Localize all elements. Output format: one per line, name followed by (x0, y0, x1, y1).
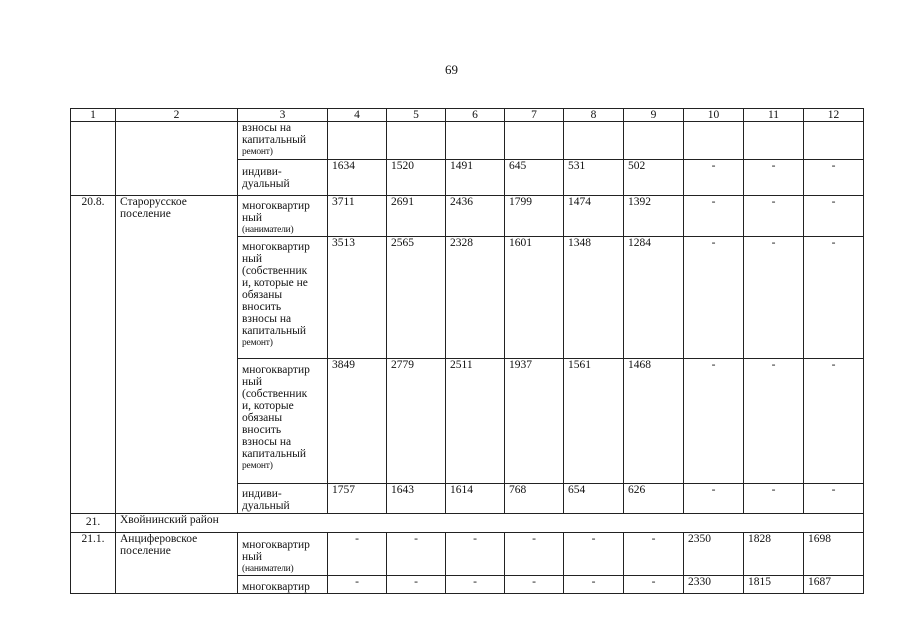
value-cell (328, 122, 387, 160)
column-number: 3 (238, 109, 328, 122)
value-cell: 1491 (446, 160, 505, 196)
housing-type-cell (238, 533, 328, 576)
value-cell: 626 (624, 484, 684, 514)
table-row (71, 196, 864, 237)
housing-type-line: многоквартир (242, 200, 310, 212)
housing-type-note: ремонт) (242, 461, 273, 471)
column-number: 5 (387, 109, 446, 122)
value-cell: 1520 (387, 160, 446, 196)
value-cell (744, 122, 804, 160)
value-cell: 3849 (328, 359, 387, 484)
value-cell: 1601 (505, 237, 564, 359)
value-cell: 1757 (328, 484, 387, 514)
table-row (71, 533, 864, 576)
housing-type-line: ный (242, 253, 263, 265)
value-cell: - (564, 533, 624, 576)
housing-type-line: взносы на (242, 313, 292, 325)
value-cell: 1474 (564, 196, 624, 237)
value-cell: 2779 (387, 359, 446, 484)
value-cell: - (328, 576, 387, 594)
tariff-table (70, 108, 864, 594)
value-cell: - (387, 576, 446, 594)
housing-type-line: взносы на (242, 122, 292, 134)
region-row (71, 514, 864, 533)
housing-type-line: многоквартир (242, 581, 310, 593)
housing-type-line: дуальный (242, 178, 290, 190)
value-cell: - (505, 533, 564, 576)
housing-type-line: и, которые не (242, 277, 308, 289)
value-cell: - (744, 237, 804, 359)
column-number: 12 (804, 109, 864, 122)
value-cell: 531 (564, 160, 624, 196)
housing-type-line: (собственник (242, 265, 308, 277)
value-cell (804, 122, 864, 160)
value-cell: - (804, 359, 864, 484)
housing-type-note: ремонт) (242, 147, 273, 157)
value-cell: - (684, 237, 744, 359)
header-row (71, 109, 864, 122)
housing-type-line: дуальный (242, 500, 290, 512)
value-cell: 1392 (624, 196, 684, 237)
value-cell (624, 122, 684, 160)
value-cell: 768 (505, 484, 564, 514)
value-cell: 2436 (446, 196, 505, 237)
value-cell: 1561 (564, 359, 624, 484)
value-cell: 1284 (624, 237, 684, 359)
value-cell: - (684, 160, 744, 196)
housing-type-line: капитальный (242, 448, 307, 460)
value-cell: 1634 (328, 160, 387, 196)
value-cell: - (684, 484, 744, 514)
value-cell: - (684, 196, 744, 237)
housing-type-line: и, которые (242, 400, 294, 412)
column-number: 7 (505, 109, 564, 122)
row-number-cell: 20.8. (71, 196, 116, 514)
housing-type-line: индиви- (242, 166, 282, 178)
value-cell: - (624, 533, 684, 576)
value-cell: - (804, 160, 864, 196)
value-cell: 645 (505, 160, 564, 196)
housing-type-line: индиви- (242, 488, 282, 500)
housing-type-note: (наниматели) (242, 225, 294, 235)
value-cell: 1937 (505, 359, 564, 484)
housing-type-line: капитальный (242, 134, 307, 146)
settlement-cell (116, 122, 238, 196)
housing-type-cell (238, 122, 328, 160)
housing-type-line: многоквартир (242, 241, 310, 253)
value-cell: 3513 (328, 237, 387, 359)
housing-type-line: ный (242, 551, 263, 563)
value-cell: - (446, 533, 505, 576)
value-cell: 502 (624, 160, 684, 196)
column-number: 6 (446, 109, 505, 122)
row-number-cell: 21.1. (71, 533, 116, 594)
value-cell: 1643 (387, 484, 446, 514)
value-cell: - (804, 237, 864, 359)
housing-type-cell (238, 237, 328, 359)
housing-type-cell (238, 196, 328, 237)
value-cell: - (328, 533, 387, 576)
value-cell: 2565 (387, 237, 446, 359)
value-cell (446, 122, 505, 160)
housing-type-line: вносить (242, 301, 282, 313)
value-cell: 1799 (505, 196, 564, 237)
value-cell (387, 122, 446, 160)
value-cell: - (564, 576, 624, 594)
housing-type-line: (собственник (242, 388, 308, 400)
settlement-cell: Старорусское поселение (116, 196, 238, 514)
column-number: 9 (624, 109, 684, 122)
value-cell: 2691 (387, 196, 446, 237)
value-cell: - (505, 576, 564, 594)
value-cell: - (804, 484, 864, 514)
housing-type-line: многоквартир (242, 539, 310, 551)
row-number-cell (71, 122, 116, 196)
housing-type-line: вносить (242, 424, 282, 436)
column-number: 8 (564, 109, 624, 122)
value-cell: - (744, 484, 804, 514)
value-cell: 3711 (328, 196, 387, 237)
column-number: 10 (684, 109, 744, 122)
value-cell: - (744, 359, 804, 484)
column-number: 1 (71, 109, 116, 122)
value-cell: 1828 (744, 533, 804, 576)
value-cell: 1815 (744, 576, 804, 594)
value-cell: 1614 (446, 484, 505, 514)
value-cell: 2328 (446, 237, 505, 359)
housing-type-cell (238, 359, 328, 484)
settlement-cell: Анциферовское поселение (116, 533, 238, 594)
value-cell: 654 (564, 484, 624, 514)
page-number: 69 (445, 62, 458, 77)
value-cell: 1687 (804, 576, 864, 594)
housing-type-line: взносы на (242, 436, 292, 448)
value-cell (684, 122, 744, 160)
value-cell: 1698 (804, 533, 864, 576)
column-number: 4 (328, 109, 387, 122)
value-cell: - (387, 533, 446, 576)
value-cell: - (744, 196, 804, 237)
column-number: 2 (116, 109, 238, 122)
housing-type-line: капитальный (242, 325, 307, 337)
housing-type-line: обязаны (242, 412, 283, 424)
value-cell: 1468 (624, 359, 684, 484)
housing-type-note: (наниматели) (242, 564, 294, 574)
value-cell: - (624, 576, 684, 594)
value-cell: - (804, 196, 864, 237)
housing-type-line: обязаны (242, 289, 283, 301)
value-cell (564, 122, 624, 160)
housing-type-line: ный (242, 212, 263, 224)
value-cell: - (446, 576, 505, 594)
region-name-cell: Хвойнинский район (116, 514, 864, 533)
value-cell (505, 122, 564, 160)
region-number-cell: 21. (71, 514, 116, 533)
housing-type-line: ный (242, 376, 263, 388)
housing-type-line: многоквартир (242, 364, 310, 376)
value-cell: - (744, 160, 804, 196)
housing-type-cell (238, 160, 328, 196)
value-cell: 2350 (684, 533, 744, 576)
housing-type-cell (238, 576, 328, 594)
value-cell: 1348 (564, 237, 624, 359)
value-cell: - (684, 359, 744, 484)
housing-type-cell (238, 484, 328, 514)
column-number: 11 (744, 109, 804, 122)
value-cell: 2511 (446, 359, 505, 484)
table-row (71, 122, 864, 160)
value-cell: 2330 (684, 576, 744, 594)
housing-type-note: ремонт) (242, 338, 273, 348)
